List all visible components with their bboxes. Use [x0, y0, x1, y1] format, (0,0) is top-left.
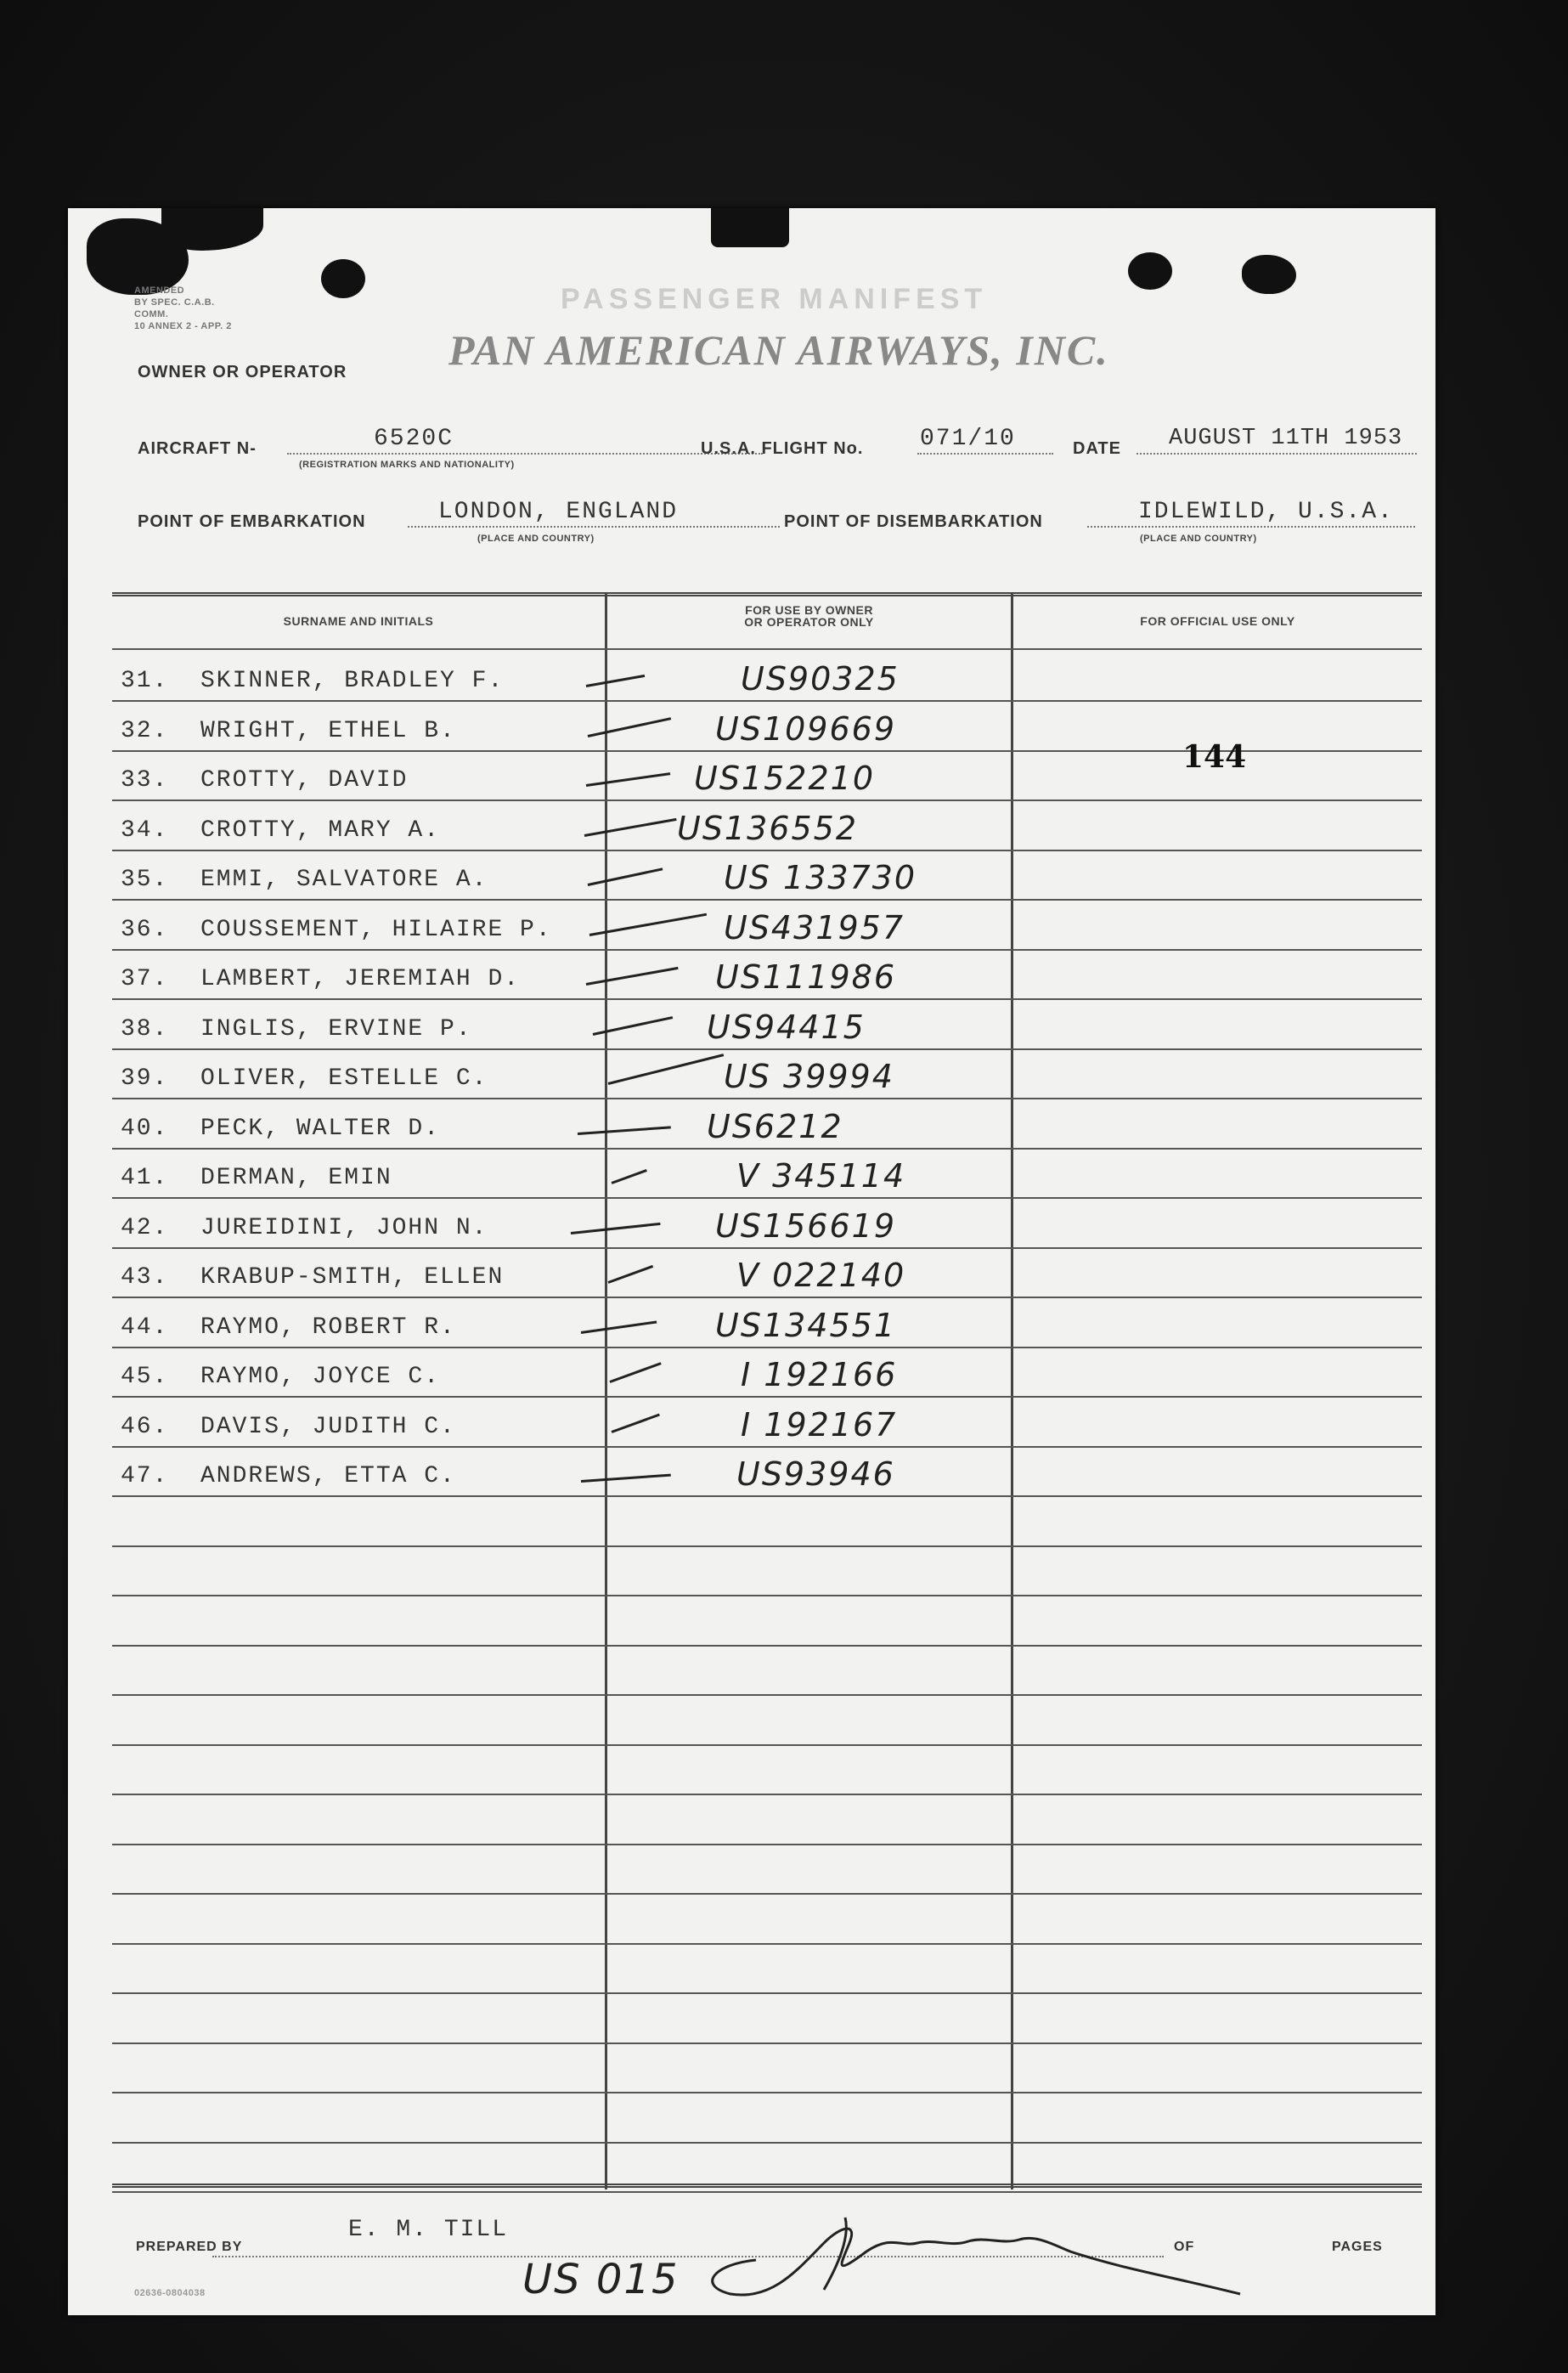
surname-column-header: SURNAME AND INITIALS — [283, 614, 434, 628]
aircraft-value: 6520C — [374, 426, 454, 452]
signature-code: US 015 — [522, 2256, 680, 2303]
passenger-name: JUREIDINI, JOHN N. — [200, 1214, 488, 1241]
owner-label: OWNER OR OPERATOR — [138, 363, 347, 381]
owner-column-header — [607, 604, 1011, 628]
date-value: AUGUST 11TH 1953 — [1169, 426, 1403, 451]
disembarkation-line — [1087, 526, 1415, 528]
passenger-row — [112, 652, 1422, 701]
blank-row-rule — [112, 1794, 1422, 1795]
blank-row-rule — [112, 1595, 1422, 1596]
passenger-number: 31. — [121, 668, 169, 694]
blank-row-rule — [112, 1694, 1422, 1696]
of-label: OF — [1174, 2240, 1195, 2254]
passenger-name: DAVIS, JUDITH C. — [200, 1413, 456, 1440]
passenger-name: DERMAN, EMIN — [200, 1165, 392, 1191]
passenger-number: 40. — [121, 1115, 169, 1142]
passenger-number: 33. — [121, 767, 169, 794]
blank-row-rule — [112, 2142, 1422, 2144]
passenger-number: 44. — [121, 1314, 169, 1341]
passenger-number: 41. — [121, 1165, 169, 1191]
passenger-row — [112, 1149, 1422, 1198]
passport-number: US 133730 — [724, 859, 917, 896]
passenger-row — [112, 1447, 1422, 1496]
blank-row-rule — [112, 1893, 1422, 1895]
passenger-number: 38. — [121, 1015, 169, 1042]
check-mark — [581, 1474, 671, 1483]
passenger-name: CROTTY, MARY A. — [200, 816, 441, 844]
check-mark — [608, 1054, 725, 1085]
passport-number: US431957 — [724, 908, 905, 946]
aircraft-label: AIRCRAFT N- — [138, 439, 257, 458]
passenger-row — [112, 1199, 1422, 1248]
check-mark — [586, 967, 679, 986]
passport-number: V 345114 — [736, 1157, 906, 1195]
passenger-row — [112, 901, 1422, 950]
passport-number: US94415 — [707, 1008, 866, 1046]
passenger-row — [112, 850, 1422, 900]
date-label: DATE — [1073, 439, 1121, 458]
passenger-number: 45. — [121, 1364, 169, 1390]
passenger-name: SKINNER, BRADLEY F. — [200, 668, 505, 694]
passenger-row — [112, 1348, 1422, 1397]
blank-row-rule — [112, 2092, 1422, 2093]
flight-value: 071/10 — [920, 426, 1016, 452]
passenger-row — [112, 1248, 1422, 1297]
check-mark — [611, 1169, 646, 1184]
flight-line — [917, 453, 1053, 455]
passport-number: US111986 — [715, 958, 896, 996]
table-top-rule — [112, 592, 1422, 596]
check-mark — [588, 717, 671, 737]
aircraft-sublabel: (REGISTRATION MARKS AND NATIONALITY) — [299, 460, 515, 470]
form-note-line: BY SPEC. C.A.B. COMM. — [134, 297, 215, 319]
passenger-number: 39. — [121, 1065, 169, 1092]
blank-row-rule — [112, 2042, 1422, 2044]
torn-corner — [161, 208, 263, 251]
check-mark — [586, 772, 670, 787]
passenger-row — [112, 1099, 1422, 1149]
punch-hole — [321, 259, 365, 298]
manifest-sheet — [68, 208, 1435, 2315]
owner-header-line-1: FOR USE BY OWNER — [745, 603, 873, 617]
check-mark — [584, 817, 677, 836]
passenger-number: 34. — [121, 816, 169, 844]
check-mark — [586, 675, 645, 687]
passport-number: V 022140 — [736, 1257, 906, 1294]
blank-row-rule — [112, 1545, 1422, 1547]
passenger-row — [112, 801, 1422, 850]
form-number: 02636-0804038 — [134, 2288, 206, 2298]
blank-row-rule — [112, 1992, 1422, 1994]
check-mark — [571, 1222, 661, 1234]
form-note-line: AMENDED — [134, 285, 185, 296]
passenger-number: 36. — [121, 916, 169, 943]
passport-number: US136552 — [677, 809, 858, 847]
disembarkation-label: POINT OF DISEMBARKATION — [784, 512, 1043, 531]
pages-label: PAGES — [1332, 2240, 1383, 2254]
owner-header-line-2: OR OPERATOR ONLY — [744, 615, 874, 629]
blank-row-rule — [112, 1744, 1422, 1746]
check-mark — [607, 1265, 653, 1284]
prepared-by-label: PREPARED BY — [136, 2240, 243, 2254]
check-mark — [593, 1016, 674, 1036]
aircraft-line — [287, 453, 763, 455]
check-mark — [588, 867, 663, 886]
passenger-row — [112, 950, 1422, 999]
passport-number: I 192167 — [741, 1405, 898, 1444]
passenger-name: EMMI, SALVATORE A. — [200, 867, 488, 893]
passenger-number: 46. — [121, 1413, 169, 1440]
embarkation-line — [408, 526, 780, 528]
passenger-number: 47. — [121, 1463, 169, 1489]
check-mark — [609, 1362, 661, 1383]
passenger-name: OLIVER, ESTELLE C. — [200, 1065, 488, 1092]
check-mark — [578, 1126, 671, 1135]
passenger-number: 42. — [121, 1214, 169, 1241]
punch-hole — [1128, 252, 1172, 290]
passport-number: US 39994 — [724, 1058, 894, 1095]
binder-clip-mark — [711, 208, 789, 247]
check-mark — [581, 1320, 657, 1333]
official-count: 144 — [1182, 739, 1247, 775]
passenger-name: LAMBERT, JEREMIAH D. — [200, 966, 521, 992]
passenger-name: RAYMO, ROBERT R. — [200, 1314, 456, 1341]
passenger-number: 43. — [121, 1264, 169, 1291]
passenger-number: 37. — [121, 966, 169, 992]
header-rule — [112, 648, 1422, 650]
manifest-title: PASSENGER MANIFEST — [561, 283, 988, 315]
passport-number: US152210 — [694, 760, 875, 797]
passenger-name: COUSSEMENT, HILAIRE P. — [200, 916, 552, 943]
embarkation-value: LONDON, ENGLAND — [438, 499, 679, 525]
passport-number: US134551 — [715, 1306, 896, 1344]
blank-row-rule — [112, 1943, 1422, 1945]
passenger-name: KRABUP-SMITH, ELLEN — [200, 1264, 505, 1291]
blank-row-rule — [112, 1844, 1422, 1845]
official-column-header: FOR OFFICIAL USE ONLY — [1140, 614, 1295, 628]
passenger-number: 35. — [121, 867, 169, 893]
table-bottom-rule — [112, 2184, 1422, 2188]
form-note-line: 10 ANNEX 2 - APP. 2 — [134, 321, 232, 331]
form-amendment-note — [134, 285, 245, 332]
passenger-row — [112, 1000, 1422, 1049]
flight-label: U.S.A. FLIGHT No. — [701, 439, 864, 458]
check-mark — [589, 912, 707, 935]
blank-row-rule — [112, 2191, 1422, 2193]
passport-number: US156619 — [715, 1206, 896, 1245]
passport-number: US109669 — [715, 709, 896, 748]
passenger-name: INGLIS, ERVINE P. — [200, 1015, 472, 1042]
check-mark — [611, 1413, 659, 1432]
passenger-name: ANDREWS, ETTA C. — [200, 1463, 456, 1489]
row-rule — [112, 1495, 1422, 1497]
punch-hole — [1242, 255, 1296, 294]
passenger-name: CROTTY, DAVID — [200, 767, 409, 794]
passenger-name: WRIGHT, ETHEL B. — [200, 717, 456, 744]
passport-number: I 192166 — [741, 1356, 898, 1393]
company-name: PAN AMERICAN AIRWAYS, INC. — [448, 326, 1109, 374]
disembarkation-value: IDLEWILD, U.S.A. — [1138, 499, 1394, 525]
passenger-row — [112, 1049, 1422, 1099]
date-line — [1137, 453, 1417, 455]
passenger-row — [112, 1298, 1422, 1348]
passport-number: US93946 — [736, 1455, 895, 1493]
passport-number: US90325 — [741, 660, 900, 698]
passenger-number: 32. — [121, 717, 169, 744]
passenger-name: RAYMO, JOYCE C. — [200, 1364, 441, 1390]
passenger-table — [112, 592, 1422, 2189]
passport-number: US6212 — [707, 1107, 843, 1145]
passenger-row — [112, 1398, 1422, 1447]
embarkation-label: POINT OF EMBARKATION — [138, 512, 366, 531]
disembarkation-sublabel: (PLACE AND COUNTRY) — [1140, 534, 1257, 544]
prepared-by-value: E. M. TILL — [348, 2217, 509, 2243]
passenger-name: PECK, WALTER D. — [200, 1115, 441, 1142]
signature-scribble — [697, 2209, 1249, 2302]
blank-row-rule — [112, 1645, 1422, 1647]
embarkation-sublabel: (PLACE AND COUNTRY) — [477, 534, 595, 544]
